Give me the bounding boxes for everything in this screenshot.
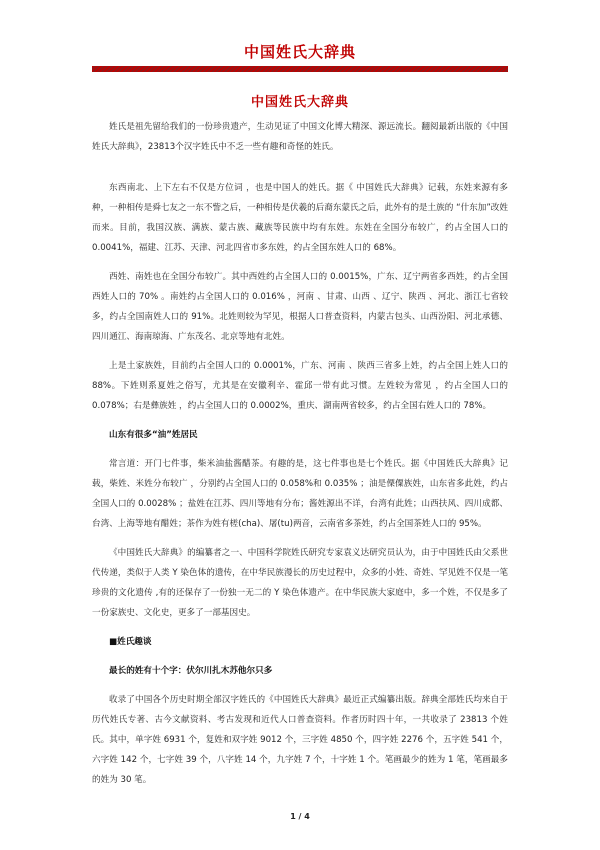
header-rule xyxy=(92,66,508,72)
document-body xyxy=(92,91,508,790)
paragraph-editor: 《中国姓氏大辞典》的编纂者之一、中国科学院姓氏研究专家袁义达研究员认为，由于中国姓氏由父系世代传递，类似于人类 Y 染色体的遗传，在中华民族漫长的历史过程中，众多的小姓、奇姓、罕见姓不仅是一笔珍贵的文化遗传 ,有的还保存了一份独一无二的 Y 染色体遗产。在中华民族大家庭中，多一个姓，不仅是多了一份家族史、文化史，更多了一部基因史。 xyxy=(92,548,508,618)
section-heading-longest-surname: 最长的姓有十个字：伏尔川扎木苏他尔只多 xyxy=(109,666,273,676)
section-heading-trivia: ■姓氏趣谈 xyxy=(109,637,152,647)
header-title: 中国姓氏大辞典 xyxy=(243,43,356,61)
paragraph-east-surname: 东西南北、上下左右不仅是方位词 ，也是中国人的姓氏。据《 中国姓氏大辞典》记载，东姓来源有多种，一种相传是舜七友之一东不訾之后，一种相传是伏羲的后裔东蒙氏之后，此外有的是土族的 “什东加”改姓而来。目前，我国汉族、满族、蒙古族、藏族等民族中均有东姓。东姓在全国分布较广，约占全国人口的 0.0041%，福建、江苏、天津、河北四省市多东姓，约占全国东姓人口的 68%。 xyxy=(92,183,508,253)
paragraph-up-down-left-right: 上是土家族姓，目前约占全国人口的 0.0001%，广东、河南 、陕西三省多上姓，约占全国上姓人口的 88%。下姓则系夏姓之俗写，尤其是在安徽利辛、霍邱一带有此习惯。左姓较为常见 ，约占全国人口的 0.078%；右是彝族姓 ，约占全国人口的 0.0002%，重庆、湖南两省较多，约占全国右姓人口的 78%。 xyxy=(92,361,508,411)
document-title: 中国姓氏大辞典 xyxy=(250,95,349,110)
page-number: 1 / 4 xyxy=(290,812,310,821)
section-heading-shandong: 山东有很多“油”姓居民 xyxy=(109,430,198,440)
intro-paragraph: 姓氏是祖先留给我们的一份珍贵遗产，生动见证了中国文化博大精深、源远流长。翻阅最新出版的《中国姓氏大辞典》，23813个汉字姓氏中不乏一些有趣和奇怪的姓氏。 xyxy=(92,122,508,152)
paragraph-statistics: 收录了中国各个历史时期全部汉字姓氏的《中国姓氏大辞典》最近正式编纂出版。辞典全部姓氏均来自于历代姓氏专著、古今文献资料、考古发现和近代人口普查资料。作者历时四十年，一共收录了 23813 个姓氏。其中，单字姓 6931 个，复姓和双字姓 9012 个，三字姓 4850 个，四字姓 2276 个，五字姓 541 个，六字姓 142 个，七字姓 39 个，八字姓 14 个，九字姓 7 个，十字姓 1 个。笔画最少的姓为 1 笔，笔画最多的姓为 30 笔。 xyxy=(92,695,508,785)
paragraph-seven-necessities: 常言道：开门七件事，柴米油盐酱醋茶。有趣的是，这七件事也是七个姓氏。据《中国姓氏大辞典》记载，柴姓、米姓分布较广 ，分别约占全国人口的 0.058%和 0.035% ；油是傈僳族姓，山东省多此姓，约占全国人口的 0.0028% ；盐姓在江苏、四川等地有分布；酱姓源出不详，台湾有此姓；山西扶风、四川成都、台湾、上海等地有醋姓；茶作为姓有槎(cha)、屠(tu)两音，云南省多茶姓，约占全国茶姓人口的 95%。 xyxy=(92,459,508,529)
paragraph-west-south-north: 西姓、南姓也在全国分布较广。其中西姓约占全国人口的 0.0015%，广东、辽宁两省多西姓，约占全国西姓人口的 70% 。南姓约占全国人口的 0.016% ，河南 、甘肃、山西 、辽宁、陕西 、河北、浙江七省较多，约占全国南姓人口的 91%。北姓则较为罕见，根据人口普查资料，内蒙古包头、山西汾阳、河北承德、四川通江、海南琼海、广东茂名、北京等地有北姓。 xyxy=(92,272,508,342)
